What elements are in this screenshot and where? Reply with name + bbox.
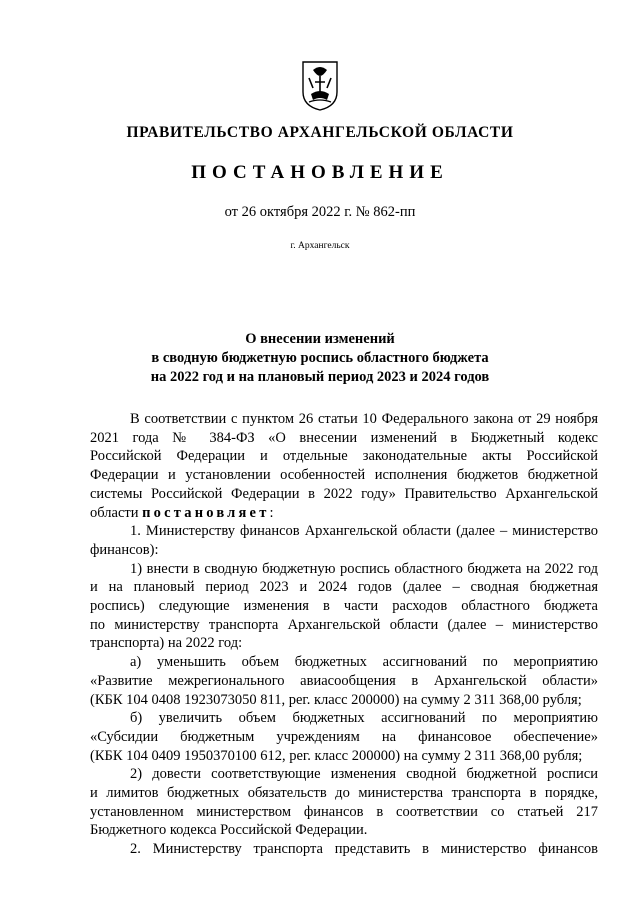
title-line: в сводную бюджетную роспись областного бюджета xyxy=(151,350,489,366)
body-line: «Развитие межрегионального авиасообщения в Архангельской области» xyxy=(90,672,598,689)
body-line: по министерству транспорта Архангельской области (далее – министерство xyxy=(90,616,598,633)
government-name: ПРАВИТЕЛЬСТВО АРХАНГЕЛЬСКОЙ ОБЛАСТИ xyxy=(126,124,514,141)
document-title xyxy=(0,330,640,387)
body-line: а) уменьшить объем бюджетных ассигнований по мероприятию xyxy=(130,654,598,671)
title-line: на 2022 год и на плановый период 2023 и 2024 годов xyxy=(150,369,490,385)
date-number: от 26 октября 2022 г. № 862-пп xyxy=(224,204,416,220)
body-line: Бюджетного кодекса Российской Федерации. xyxy=(90,822,368,839)
document-body xyxy=(90,410,598,859)
city: г. Архангельск xyxy=(290,241,350,251)
body-line: В соответствии с пунктом 26 статьи 10 Федерального закона от 29 ноября xyxy=(130,411,598,427)
body-line xyxy=(90,504,598,523)
decides-word: постановляет xyxy=(142,504,270,521)
body-line: 2. Министерству транспорта представить в министерство финансов xyxy=(130,841,598,858)
body-line: и на плановый период 2023 и 2024 годов (далее – сводная бюджетная xyxy=(90,579,598,596)
body-line: 1) внести в сводную бюджетную роспись областного бюджета на 2022 год xyxy=(130,560,598,577)
body-line: Российской Федерации и отдельные законодательные акты Российской xyxy=(90,448,598,465)
body-line: 2021 года № 384-ФЗ «О внесении изменений в Бюджетный кодекс xyxy=(90,429,598,446)
body-line: б) увеличить объем бюджетных ассигнований по мероприятию xyxy=(130,710,598,727)
body-line: 2) довести соответствующие изменения сводной бюджетной росписи xyxy=(130,766,598,783)
title-line: О внесении изменений xyxy=(245,331,395,347)
document-kind: ПОСТАНОВЛЕНИЕ xyxy=(191,162,449,183)
body-line: (КБК 104 0409 1950370100 612, рег. класс 200000) на сумму 2 311 368,00 рубля; xyxy=(90,747,583,764)
preamble-prefix: области xyxy=(90,504,139,521)
body-line: системы Российской Федерации в 2022 году» Правительство Архангельской xyxy=(90,485,598,502)
body-line: (КБК 104 0408 1923073050 811, рег. класс 200000) на сумму 2 311 368,00 рубля; xyxy=(90,691,582,708)
body-line: 1. Министерству финансов Архангельской области (далее – министерство xyxy=(130,523,598,540)
coat-of-arms-icon xyxy=(301,60,339,112)
body-line: Федерации и установлении особенностей исполнения бюджетов бюджетной xyxy=(90,467,598,484)
body-line: транспорта) на 2022 год: xyxy=(90,635,243,652)
body-line: роспись) следующие изменения в части расходов областного бюджета xyxy=(90,598,598,615)
body-line: и лимитов бюджетных обязательств до министерства транспорта в порядке, xyxy=(90,785,598,802)
body-line: установленном министерством финансов в соответствии со статьей 217 xyxy=(90,803,598,820)
body-line: «Субсидии бюджетным учреждениям на финансовое обеспечение» xyxy=(90,728,598,745)
body-line: финансов): xyxy=(90,541,159,558)
colon: : xyxy=(269,504,274,521)
